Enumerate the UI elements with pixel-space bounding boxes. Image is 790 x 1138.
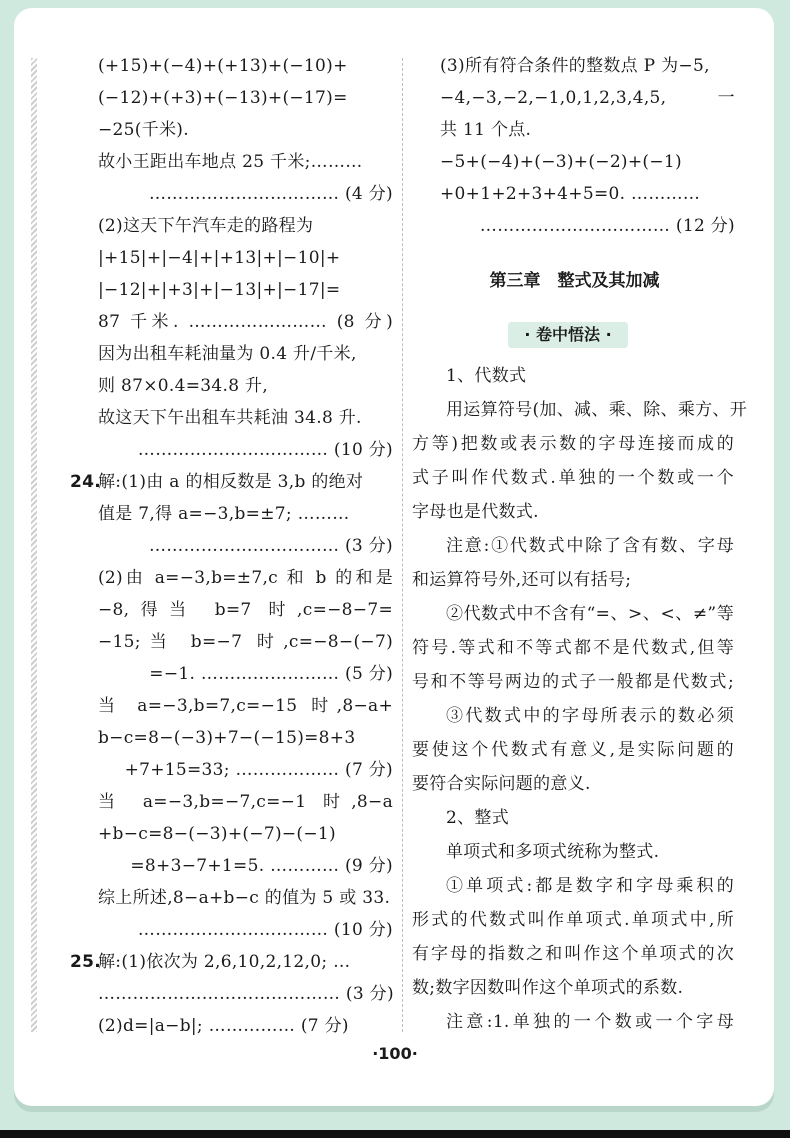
question-number-24: 24.	[70, 472, 102, 492]
text-line: b−c=8−(−3)+7−(−15)=8+3	[98, 728, 356, 748]
text-line: 号和不等号两边的式子一般都是代数式;	[412, 672, 734, 692]
score-line: …………………………… (4 分)	[149, 184, 393, 204]
text-line: |+15|+|−4|+|+13|+|−10|+	[98, 248, 341, 268]
text-line: −15;当 b=−7 时,c=−8−(−7)	[98, 632, 393, 652]
subheading: 2、整式	[446, 808, 510, 828]
score-line: …………………………………… (3 分)	[98, 984, 394, 1004]
text-line: 故小王距出车地点 25 千米;………	[98, 152, 363, 172]
score-line: …………………………… (10 分)	[137, 920, 393, 940]
text-line: −8,得当 b=7 时,c=−8−7=	[98, 600, 393, 620]
score-line: …………………………… (10 分)	[137, 440, 393, 460]
text-line: 因为出租车耗油量为 0.4 升/千米,	[98, 344, 357, 364]
score-line: =−1. …………………… (5 分)	[149, 664, 393, 684]
text-line: 方等)把数或表示数的字母连接而成的	[412, 434, 734, 454]
text-line: −5+(−4)+(−3)+(−2)+(−1)	[440, 152, 682, 172]
text-line: (2)由 a=−3,b=±7,c 和 b 的和是	[98, 568, 393, 588]
text-line: 要符合实际问题的意义.	[412, 774, 591, 794]
text-line: +b−c=8−(−3)+(−7)−(−1)	[98, 824, 336, 844]
text-line: (2)这天下午汽车走的路程为	[98, 216, 314, 236]
score-line: =8+3−7+1=5. ………… (9 分)	[130, 856, 393, 876]
text-line: 故这天下午出租车共耗油 34.8 升.	[98, 408, 362, 428]
text-line: ②代数式中不含有“=、>、<、≠”等	[446, 604, 734, 624]
text-line: 用运算符号(加、减、乘、除、乘方、开	[446, 400, 748, 420]
text-line: +0+1+2+3+4+5=0. …………	[440, 184, 701, 204]
bottom-bar	[0, 1130, 790, 1138]
score-line: +7+15=33; ……………… (7 分)	[124, 760, 393, 780]
text-line: 形式的代数式叫作单项式.单项式中,所	[412, 910, 734, 930]
text-line: (−12)+(+3)+(−13)+(−17)=	[98, 88, 348, 108]
score-line: …………………………… (12 分)	[479, 216, 735, 236]
text-line: 解:(1)由 a 的相反数是 3,b 的绝对	[98, 472, 364, 492]
chapter-title: 第三章 整式及其加减	[489, 271, 660, 291]
text-line: (+15)+(−4)+(+13)+(−10)+	[98, 56, 348, 76]
text-line: 解:(1)依次为 2,6,10,2,12,0; …	[98, 952, 351, 972]
text-line: −4,−3,−2,−1,0,1,2,3,4,5,一	[440, 88, 735, 108]
text-line: 当 a=−3,b=−7,c=−1 时,8−a	[98, 792, 393, 812]
column-divider	[402, 58, 403, 1032]
text-line: ③代数式中的字母所表示的数必须	[446, 706, 734, 726]
margin-wave-decoration	[31, 58, 37, 1032]
section-tag: · 卷中悟法 ·	[508, 322, 628, 348]
text-line: 共 11 个点.	[440, 120, 532, 140]
text-line: 则 87×0.4=34.8 升,	[98, 376, 269, 396]
text-line: 式子叫作代数式.单独的一个数或一个	[412, 468, 734, 488]
subheading: 1、代数式	[446, 366, 527, 386]
text-line: 和运算符号外,还可以有括号;	[412, 570, 632, 590]
text-line: (2)d=|a−b|; …………… (7 分)	[98, 1016, 349, 1036]
text-line: 字母也是代数式.	[412, 502, 539, 522]
text-line: −25(千米).	[98, 120, 189, 140]
text-line: 综上所述,8−a+b−c 的值为 5 或 33.	[98, 888, 391, 908]
score-line: …………………………… (3 分)	[149, 536, 393, 556]
text-line: 符号.等式和不等式都不是代数式,但等	[412, 638, 734, 658]
question-number-25: 25.	[70, 952, 102, 972]
text-line: 数;数字因数叫作这个单项式的系数.	[412, 978, 684, 998]
text-line: 当 a=−3,b=7,c=−15 时,8−a+	[98, 696, 393, 716]
text-line: (3)所有符合条件的整数点 P 为−5,	[440, 56, 710, 76]
text-line: |−12|+|+3|+|−13|+|−17|=	[98, 280, 341, 300]
text-line: ①单项式:都是数字和字母乘积的	[446, 876, 734, 896]
page-number: ·100·	[372, 1044, 418, 1063]
text-line: 注意:1.单独的一个数或一个字母	[446, 1012, 734, 1032]
text-line: 有字母的指数之和叫作这个单项式的次	[412, 944, 734, 964]
text-line: 要使这个代数式有意义,是实际问题的	[412, 740, 734, 760]
text-line: 值是 7,得 a=−3,b=±7; ………	[98, 504, 350, 524]
text-line: 注意:①代数式中除了含有数、字母	[446, 536, 734, 556]
text-line: 单项式和多项式统称为整式.	[446, 842, 660, 862]
text-line: 87 千米. …………………… (8 分)	[98, 312, 393, 332]
